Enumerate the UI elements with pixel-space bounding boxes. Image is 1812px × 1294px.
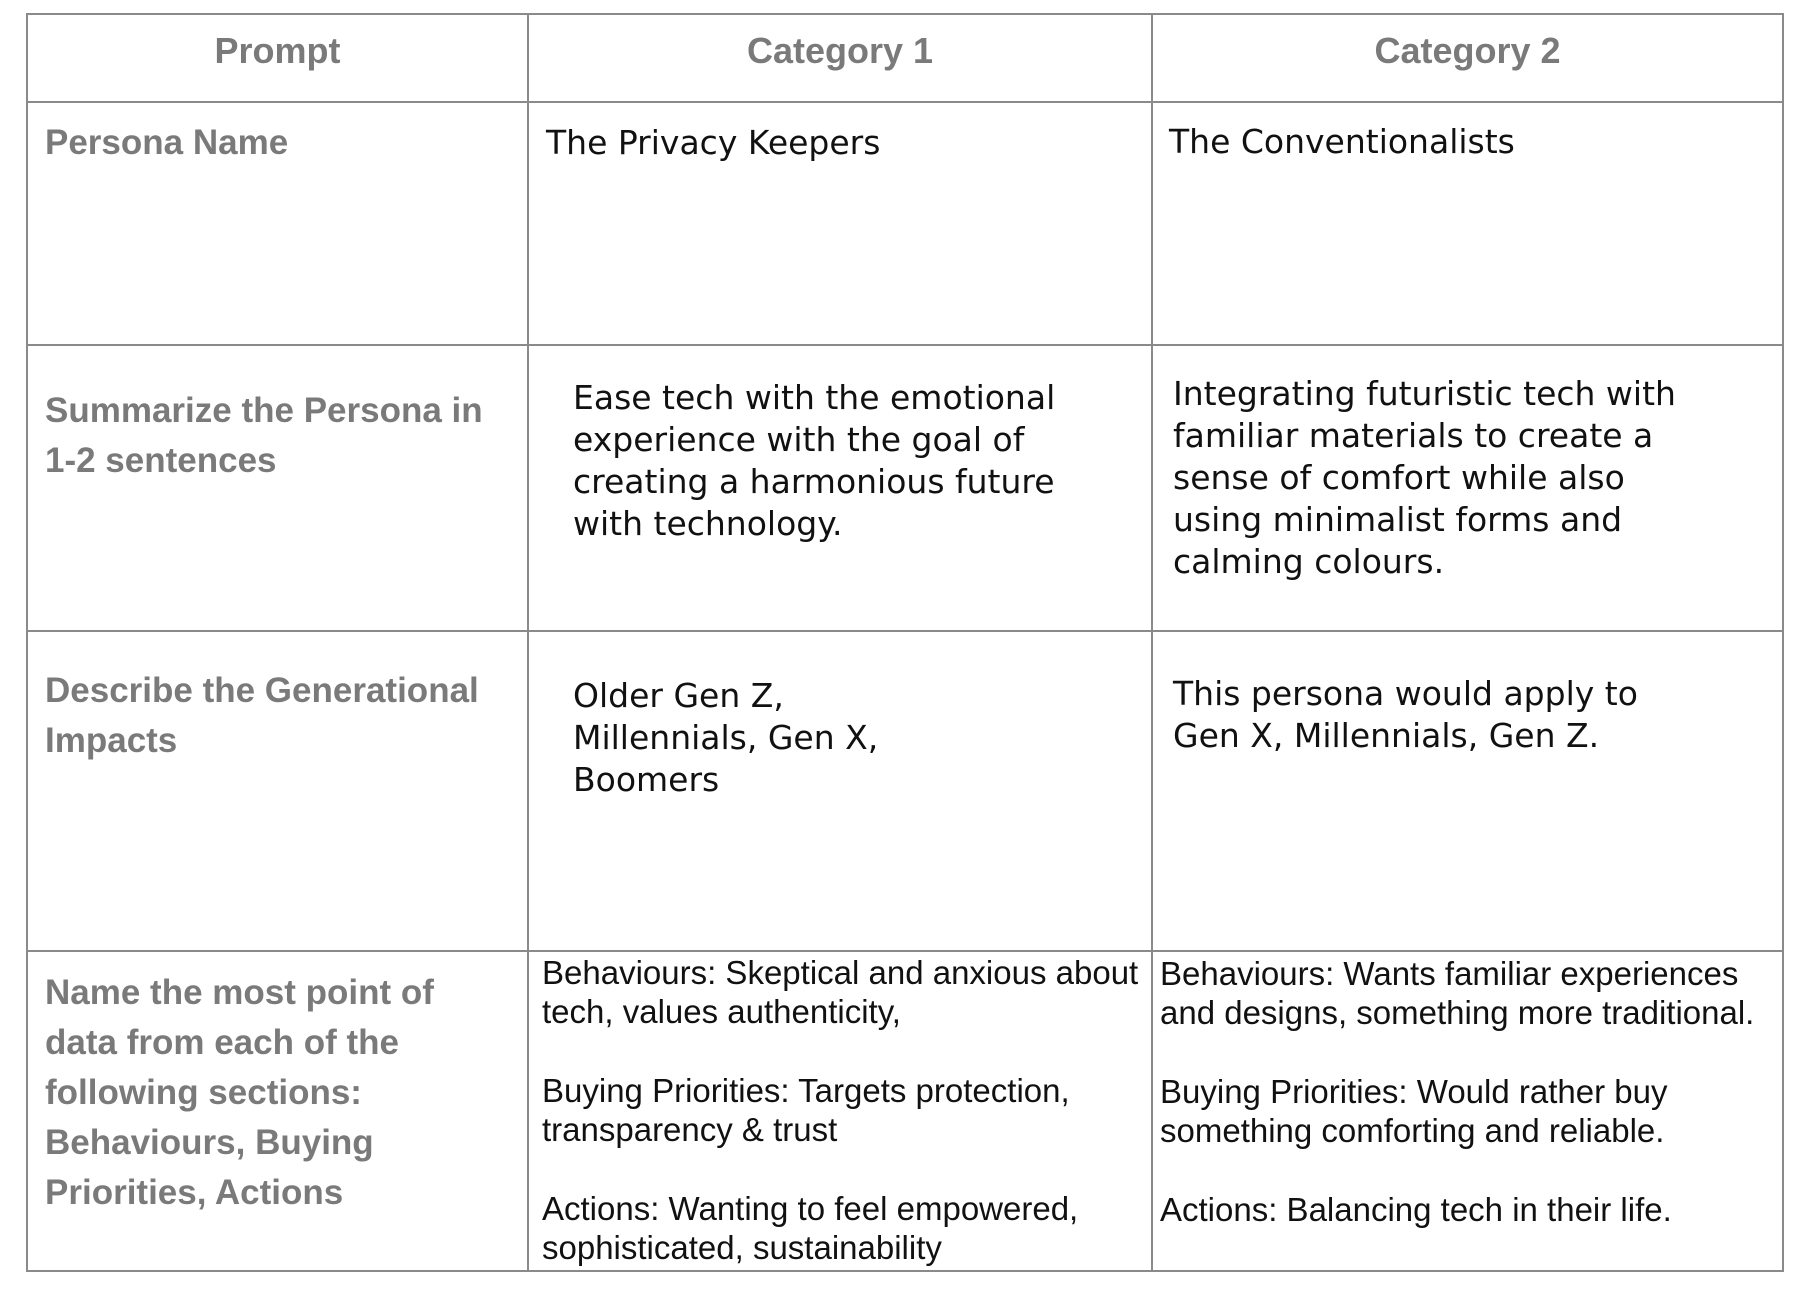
cat1-data-points <box>542 953 1142 1267</box>
cat2-generational-impacts <box>1173 673 1693 757</box>
cat1-buying-priorities: Buying Priorities: Targets protection, transparency & trust <box>542 1072 1070 1148</box>
grid-line-right <box>1782 13 1784 1272</box>
cat2-persona-name-text: The Conventionalists <box>1169 122 1515 161</box>
grid-line-bottom <box>27 1270 1784 1272</box>
cat1-actions: Actions: Wanting to feel empowered, sophisticated, sustainability <box>542 1190 1079 1266</box>
cat2-actions: Actions: Balancing tech in their life. <box>1160 1191 1672 1228</box>
cat1-generational-line: Millennials, Gen X, <box>573 718 879 757</box>
header-category-2: Category 2 <box>1374 30 1561 71</box>
cat2-behaviours: Behaviours: Wants familiar experiences and designs, something more traditional. <box>1160 955 1755 1031</box>
grid-line-top <box>27 13 1784 15</box>
cat1-generational-line: Older Gen Z, <box>573 676 784 715</box>
paragraph-gap <box>542 1031 1142 1071</box>
cat1-summary <box>573 377 1093 545</box>
paragraph-gap <box>542 1149 1142 1189</box>
prompt-persona-name: Persona Name <box>45 123 289 162</box>
grid-line-row2-bottom <box>27 630 1784 632</box>
cat2-summary <box>1173 373 1713 583</box>
grid-line-col2 <box>1151 13 1153 1272</box>
cat2-data-points <box>1160 954 1780 1229</box>
grid-line-left <box>26 13 28 1272</box>
cat2-summary-text: Integrating futuristic tech with familiar materials to create a sense of comfort while also using minimalist forms and calming colours. <box>1173 374 1676 581</box>
grid-line-header-bottom <box>27 101 1784 103</box>
prompt-data-points: Name the most point of data from each of the following sections: Behaviours, Buying Priorities, Actions <box>45 973 434 1212</box>
grid-line-row1-bottom <box>27 344 1784 346</box>
header-category-1: Category 1 <box>746 30 934 71</box>
prompt-generational-impacts: Describe the Generational Impacts <box>45 671 479 760</box>
cat2-persona-name <box>1169 121 1769 163</box>
paragraph-gap <box>1160 1032 1780 1072</box>
cat1-generational-line: Boomers <box>573 760 720 799</box>
cat1-persona-name-text: The Privacy Keepers <box>546 123 881 162</box>
grid-line-col1 <box>527 13 529 1272</box>
cat1-behaviours: Behaviours: Skeptical and anxious about tech, values authenticity, <box>542 954 1139 1030</box>
cat1-summary-text: Ease tech with the emotional experience with the goal of creating a harmonious future with technology. <box>573 378 1056 543</box>
header-prompt: Prompt <box>214 30 341 71</box>
grid-line-row3-bottom <box>27 950 1784 952</box>
paragraph-gap <box>1160 1150 1780 1190</box>
cat1-generational-impacts <box>573 675 1093 801</box>
cat2-buying-priorities: Buying Priorities: Would rather buy something comforting and reliable. <box>1160 1073 1668 1149</box>
cat2-generational-text: This persona would apply to Gen X, Millennials, Gen Z. <box>1173 674 1638 755</box>
prompt-summary: Summarize the Persona in 1-2 sentences <box>45 391 483 480</box>
cat1-persona-name <box>546 122 1136 164</box>
